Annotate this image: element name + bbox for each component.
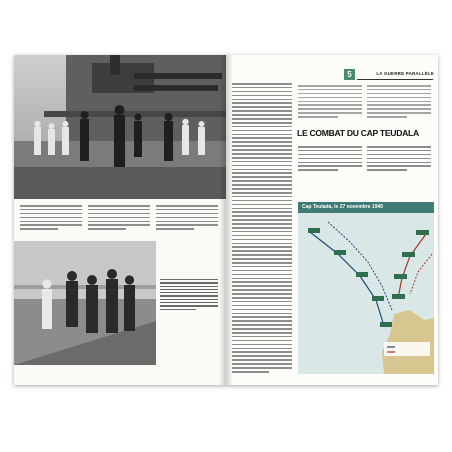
officers-on-deck-image — [14, 241, 156, 365]
right-text-column-3-top — [367, 85, 431, 120]
british-fleet-track-2 — [410, 254, 432, 294]
left-page — [14, 55, 226, 385]
map-title: Cap Teulada, le 27 novembre 1940 — [298, 202, 434, 213]
officers-on-deck-photo — [14, 241, 156, 365]
map-legend — [384, 342, 430, 356]
chapter-number-badge: 5 — [344, 69, 355, 80]
section-title: LE COMBAT DU CAP TEUDALA — [297, 128, 419, 138]
header-rule — [357, 79, 433, 80]
battle-map-graphic — [298, 202, 434, 374]
left-text-column-3 — [156, 205, 218, 232]
battle-map — [298, 202, 434, 374]
left-text-column-1 — [20, 205, 82, 232]
right-text-column-1 — [232, 83, 292, 375]
warship-crew-image — [14, 55, 226, 199]
right-page — [226, 55, 438, 385]
intro-text-left — [298, 146, 362, 173]
photo-caption-left — [160, 279, 218, 312]
italian-fleet-track — [310, 232, 384, 326]
warship-crew-photo — [14, 55, 226, 199]
book-spread — [14, 55, 438, 385]
intro-text-right — [367, 146, 431, 173]
running-header: LA GUERRE PARALLÈLE — [376, 71, 434, 76]
left-text-column-2 — [88, 205, 150, 232]
right-text-column-2-top — [298, 85, 362, 120]
